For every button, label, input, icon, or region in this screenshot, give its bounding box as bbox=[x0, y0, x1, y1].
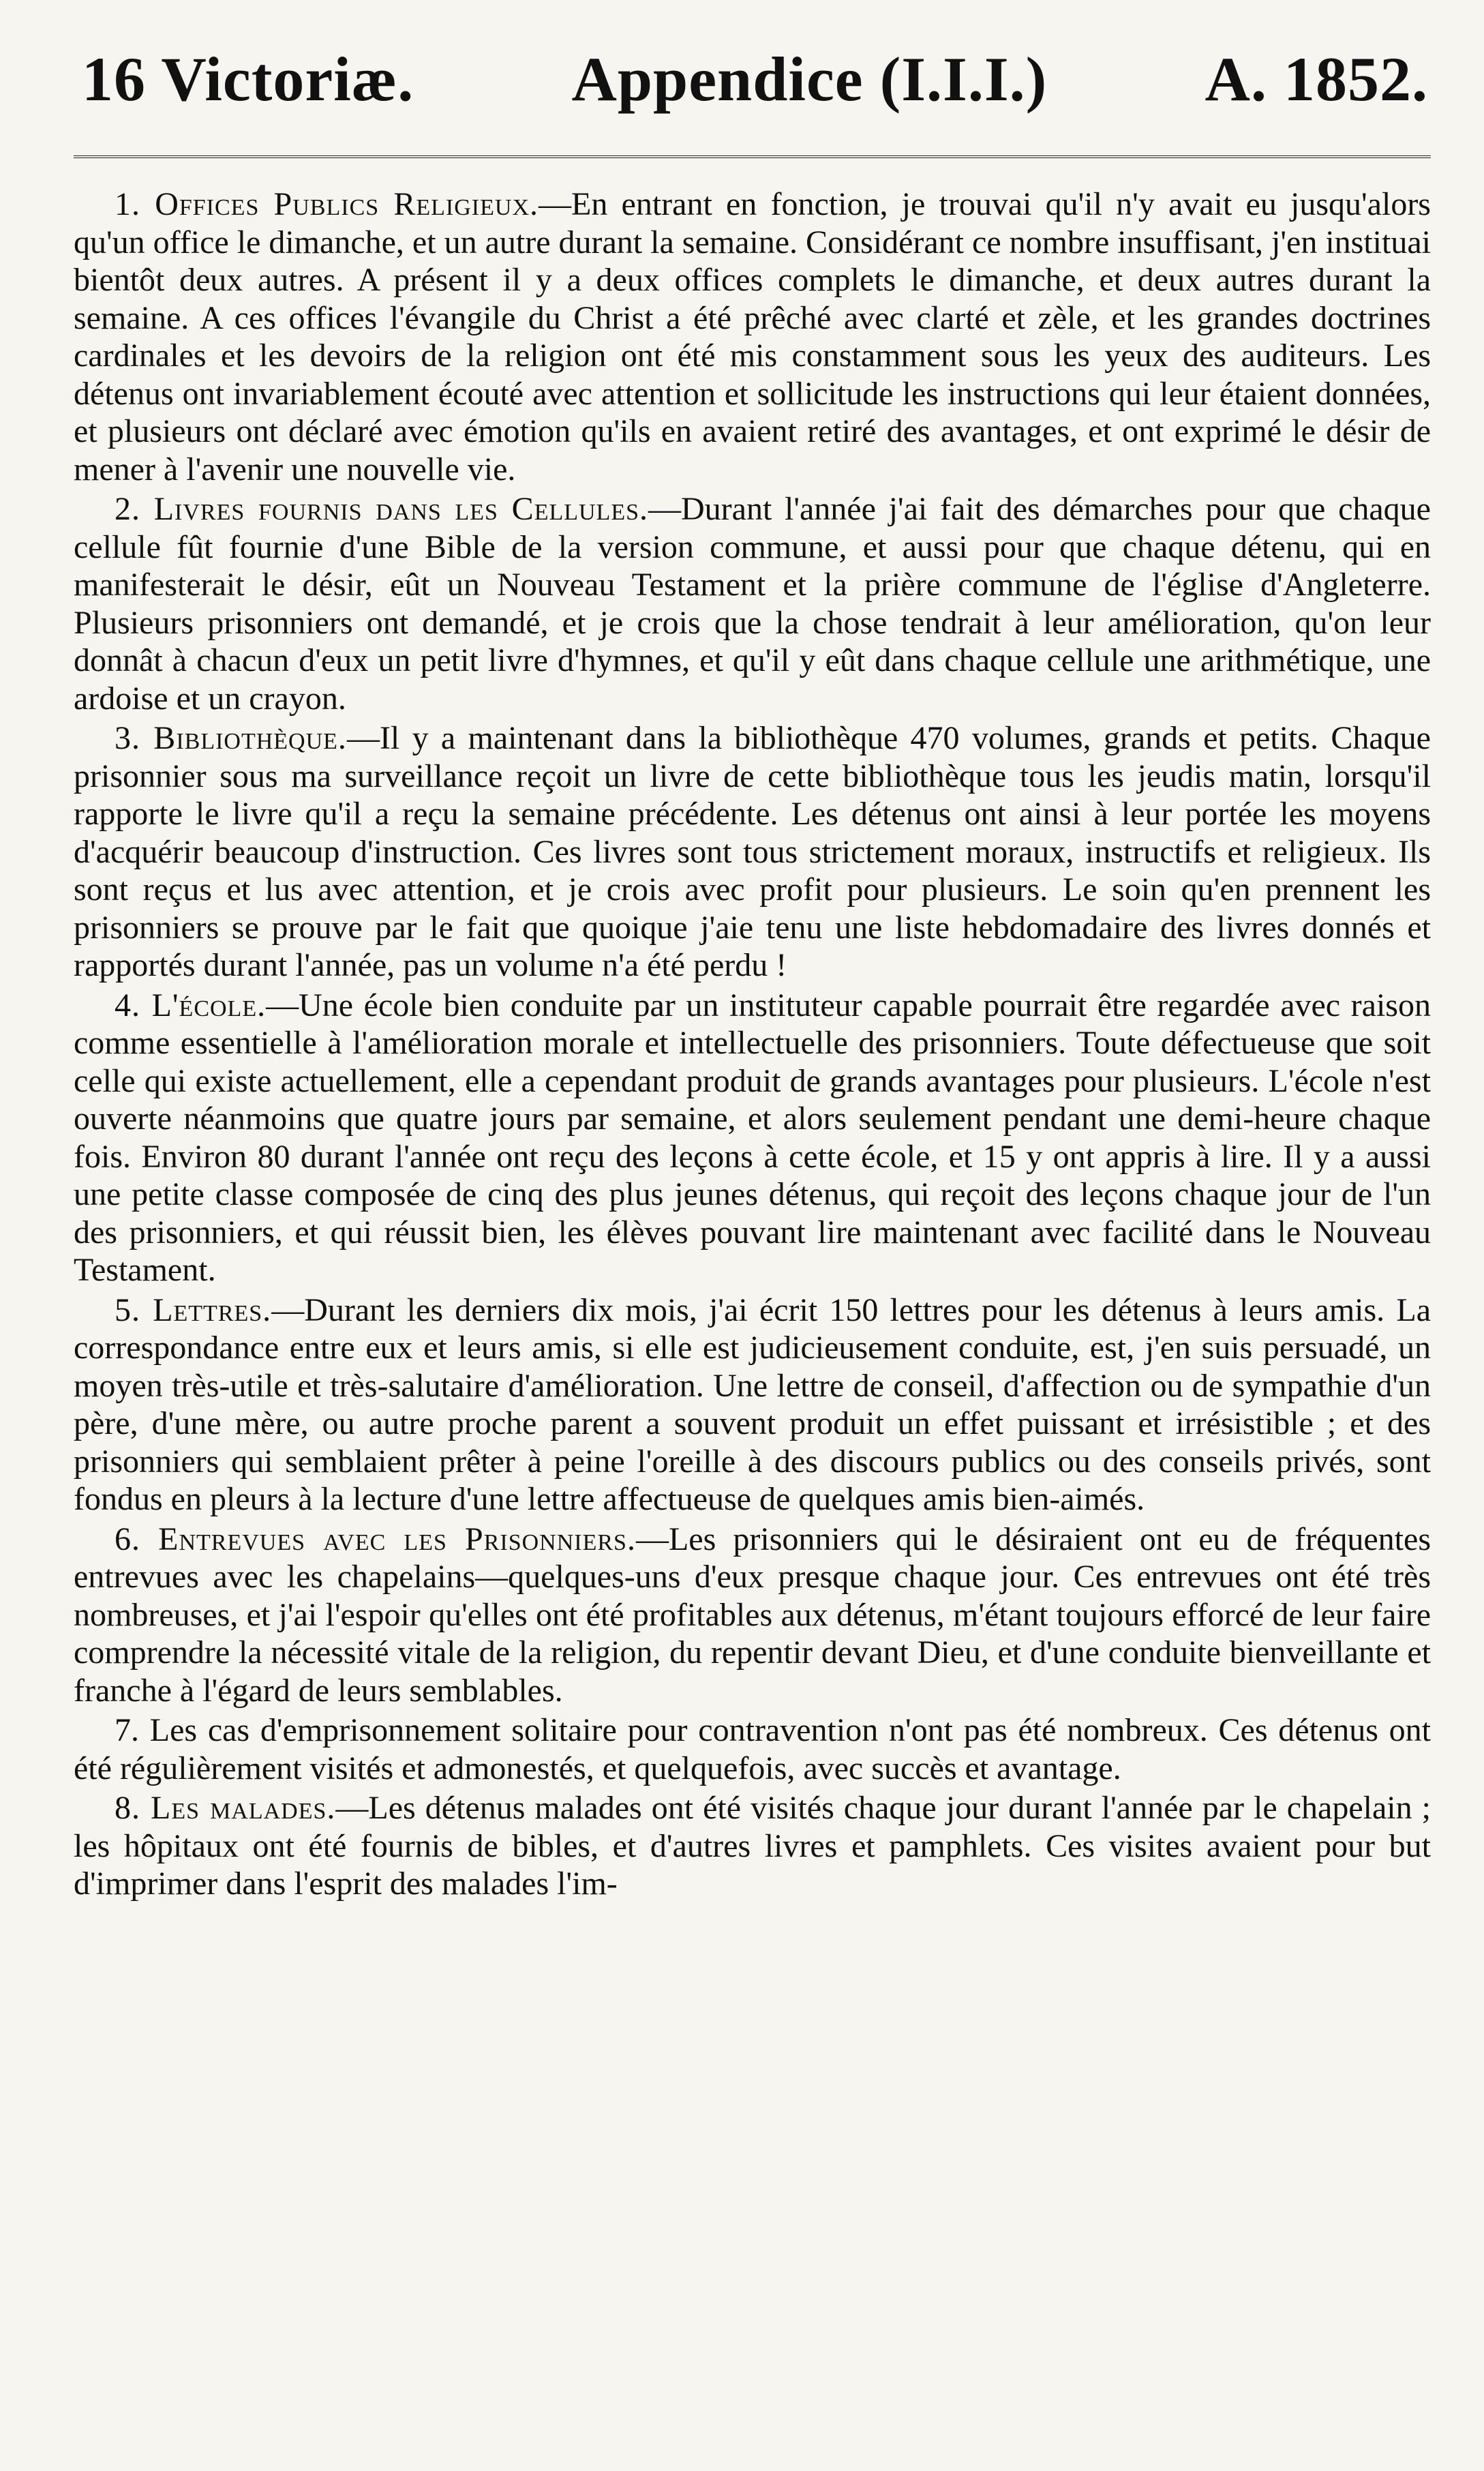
paragraph-text: —Les détenus malades ont été visités chaque jour durant l'année par le chapelain ; les hôpitaux ont été fournis de bibles, et d'autres livres et pamphlets. Ces visites avaient pour but d'imprimer dans l'esprit des malades l'im- bbox=[74, 1790, 1431, 1902]
paragraph-heading: 2. Livres fournis dans les Cellules. bbox=[115, 491, 648, 527]
running-header bbox=[74, 44, 1431, 114]
header-rule bbox=[74, 155, 1431, 158]
paragraph-text: —Durant les derniers dix mois, j'ai écrit 150 lettres pour les détenus à leurs amis. La correspondance entre eux et leurs amis, si elle est judicieusement conduite, est, j'en suis persuadé, un moyen très-utile et très-salutaire d'amélioration. Une lettre de conseil, d'affection ou de sympathie d'un père, d'une mère, ou autre proche parent a souvent produit un effet puissant et irrésistible ; et des prisonniers qui semblaient prêter à peine l'oreille à des discours publics ou des conseils privés, sont fondus en pleurs à la lecture d'une lettre affectueuse de quelques amis bien-aimés. bbox=[74, 1291, 1431, 1517]
paragraph-emprisonnement-solitaire bbox=[74, 1711, 1431, 1787]
paragraph-text: —Il y a maintenant dans la bibliothèque 470 volumes, grands et petits. Chaque prisonnier sous ma surveillance reçoit un livre de cette bibliothèque tous les jeudis matin, lorsqu'il rapporte le livre qu'il a reçu la semaine précédente. Les détenus ont ainsi à leur portée les moyens d'acquérir beaucoup d'instruction. Ces livres sont tous strictement moraux, instructifs et religieux. Ils sont reçus et lus avec attention, et je crois avec profit pour plusieurs. Le soin qu'en prennent les prisonniers se prouve par le fait que quoique j'aie tenu une liste hebdomadaire des livres donnés et rapportés durant l'année, pas un volume n'a été perdu ! bbox=[74, 720, 1431, 983]
paragraph-text: —En entrant en fonction, je trouvai qu'il n'y avait eu jusqu'alors qu'un office le dimanche, et un autre durant la semaine. Considérant ce nombre insuffisant, j'en instituai bientôt deux autres. A présent il y a deux offices complets le dimanche, et deux autres durant la semaine. A ces offices l'évangile du Christ a été prêché avec clarté et zèle, et les grandes doctrines cardinales et les devoirs de la religion ont été mis constamment sous les yeux des auditeurs. Les détenus ont invariablement écouté avec attention et sollicitude les instructions qui leur étaient données, et plusieurs ont déclaré avec émotion qu'ils en avaient retiré des avantages, et ont exprimé le désir de mener à l'avenir une nouvelle vie. bbox=[74, 186, 1431, 488]
paragraph-heading: 6. Entrevues avec les Prisonniers. bbox=[115, 1521, 636, 1557]
paragraph-heading: 3. Bibliothèque. bbox=[115, 720, 347, 756]
paragraph-heading: 1. Offices Publics Religieux. bbox=[115, 186, 539, 222]
paragraph-heading: 8. Les malades. bbox=[115, 1790, 336, 1826]
paragraph-text: —Une école bien conduite par un instituteur capable pourrait être regardée avec raison comme essentielle à l'amélioration morale et intellectuelle des prisonniers. Toute défectueuse que soit celle qui existe actuellement, elle a cependant produit de grands avantages pour plusieurs. L'école n'est ouverte néanmoins que quatre jours par semaine, et alors seulement pendant une demi-heure chaque fois. Environ 80 durant l'année ont reçu des leçons à cette école, et 15 y ont appris à lire. Il y a aussi une petite classe composée de cinq des plus jeunes détenus, qui reçoit des leçons chaque jour de l'un des prisonniers, et qui réussit bien, les élèves pouvant lire maintenant avec facilité dans le Nouveau Testament. bbox=[74, 987, 1431, 1288]
paragraph-heading: 4. L'école. bbox=[115, 987, 267, 1023]
paragraph-malades bbox=[74, 1789, 1431, 1903]
header-year: A. 1852. bbox=[1205, 44, 1428, 114]
paragraph-entrevues bbox=[74, 1521, 1431, 1710]
paragraph-heading: 5. Lettres. bbox=[115, 1291, 272, 1328]
paragraph-offices-publics bbox=[74, 185, 1431, 488]
body-text bbox=[74, 185, 1431, 1903]
paragraph-text: —Durant l'année j'ai fait des démarches pour que chaque cellule fût fournie d'une Bible de la version commune, et aussi pour que chaque détenu, qui en manifesterait le désir, eût un Nouveau Testament et la prière commune de l'église d'Angleterre. Plusieurs prisonniers ont demandé, et je crois que la chose tendrait à leur amélioration, qu'on leur donnât à chacun d'eux un petit livre d'hymnes, et qu'il y eût dans chaque cellule une arithmétique, une ardoise et un crayon. bbox=[74, 491, 1431, 717]
paragraph-livres-cellules bbox=[74, 490, 1431, 717]
paragraph-text: —Les prisonniers qui le désiraient ont eu de fréquentes entrevues avec les chapelains—quelques-uns d'eux presque chaque jour. Ces entrevues ont été très nombreuses, et j'ai l'espoir qu'elles ont été profitables aux détenus, m'étant toujours efforcé de leur faire comprendre la nécessité vitale de la religion, du repentir devant Dieu, et d'une conduite bienveillante et franche à l'égard de leurs semblables. bbox=[74, 1521, 1431, 1709]
paragraph-text: 7. Les cas d'emprisonnement solitaire pour contravention n'ont pas été nombreux. Ces détenus ont été régulièrement visités et admonestés, et quelquefois, avec succès et avantage. bbox=[74, 1712, 1431, 1786]
paragraph-lettres bbox=[74, 1291, 1431, 1518]
paragraph-ecole bbox=[74, 987, 1431, 1289]
paragraph-bibliotheque bbox=[74, 719, 1431, 985]
header-appendix: Appendice (I.I.I.) bbox=[571, 44, 1048, 114]
header-session: 16 Victoriæ. bbox=[82, 44, 414, 114]
